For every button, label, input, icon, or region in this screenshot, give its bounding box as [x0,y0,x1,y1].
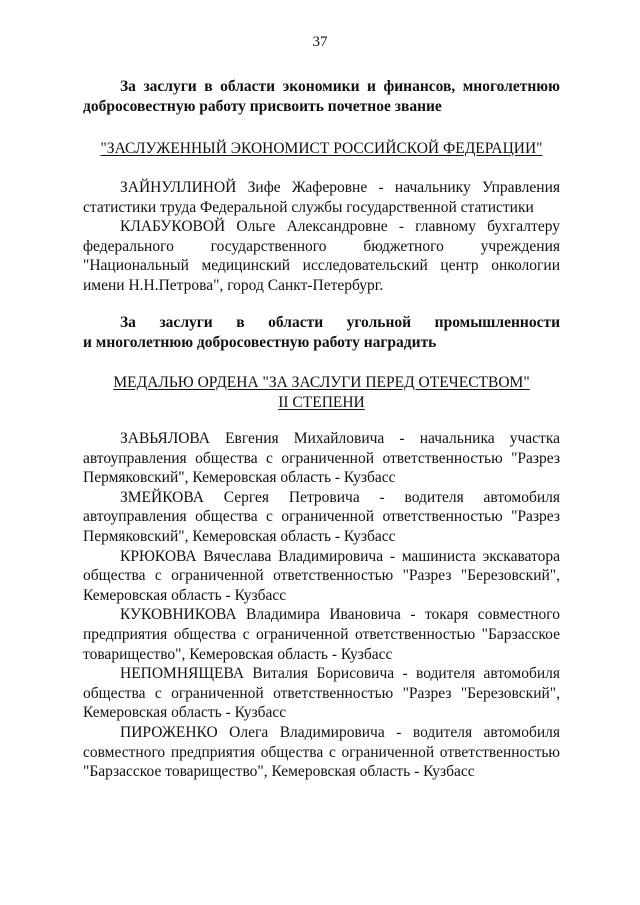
awardee-line: совместного предприятия общества с ограниченной ответственностью [83,743,560,761]
award-title: "ЗАСЛУЖЕННЫЙ ЭКОНОМИСТ РОССИЙСКОЙ ФЕДЕРАЦИИ" [100,140,543,157]
awardee-line: Пермяковский", Кемеровская область - Кузбасс [83,469,396,487]
awardee-entry [83,605,560,664]
awardee-line: ПИРОЖЕНКО Олега Владимировича - водителя автомобиля [120,723,560,741]
awardee-line: статистики труда Федеральной службы государственной статистики [83,198,534,216]
awardee-entry [83,178,560,217]
awardee-line: автоуправления общества с ограниченной ответственностью "Разрез [83,508,560,526]
awardee-line: федерального государственного бюджетного учреждения [83,237,560,255]
awardee-line: автоуправления общества с ограниченной ответственностью "Разрез [83,449,560,467]
awardee-line: ЗАЙНУЛЛИНОЙ Зифе Жаферовне - начальнику Управления [120,179,560,196]
intro-line: добросовестную работу присвоить почетное звание [83,97,442,115]
awardee-line: Кемеровская область - Кузбасс [83,704,287,722]
awardee-entry [83,429,560,488]
section2-awardees [83,429,560,782]
awardee-line: ЗАВЬЯЛОВА Евгения Михайловича - начальника участка [120,430,560,447]
awardee-entry [83,723,560,782]
awardee-line: "Барзасское товарищество", Кемеровская область - Кузбасс [83,763,475,781]
awardee-line: имени Н.Н.Петрова", город Санкт-Петербург. [83,276,384,294]
awardee-line: КЛАБУКОВОЙ Ольге Александровне - главному бухгалтеру [120,218,560,236]
awardee-entry [83,664,560,723]
awardee-line: КУКОВНИКОВА Владимира Ивановича - токаря совместного [120,606,560,624]
award-title-line: II СТЕПЕНИ [278,393,365,411]
section2-intro [83,313,560,352]
awardee-line: предприятия общества с ограниченной ответственностью "Барзасское [83,625,560,643]
intro-line: За заслуги в области экономики и финансов, многолетнюю [120,78,560,95]
section1-intro [83,77,560,116]
awardee-line: ЗМЕЙКОВА Сергея Петровича - водителя автомобиля [120,488,560,506]
awardee-line: Пермяковский", Кемеровская область - Кузбасс [83,527,396,545]
awardee-line: КРЮКОВА Вячеслава Владимировича - машиниста экскаватора [120,547,560,565]
awardee-line: товарищество", Кемеровская область - Кузбасс [83,645,393,663]
awardee-line: НЕПОМНЯЩЕВА Виталия Борисовича - водителя автомобиля [120,665,560,683]
awardee-line: Кемеровская область - Кузбасс [83,586,287,604]
awardee-entry [83,488,560,547]
intro-line: и многолетнюю добросовестную работу наградить [83,333,437,351]
awardee-entry [83,547,560,606]
award-title-line: МЕДАЛЬЮ ОРДЕНА "ЗА ЗАСЛУГИ ПЕРЕД ОТЕЧЕСТВОМ" [113,374,530,391]
awardee-entry [83,217,560,295]
page-number: 37 [312,34,328,50]
section1-awardees [83,178,560,296]
section2-title [83,373,560,412]
intro-line: За заслуги в области угольной промышленности [120,314,560,331]
awardee-line: общества с ограниченной ответственностью "Разрез "Березовский", [83,684,560,702]
section1-title [83,139,560,159]
awardee-line: "Национальный медицинский исследовательский центр онкологии [83,257,560,275]
awardee-line: общества с ограниченной ответственностью "Разрез "Березовский", [83,567,560,585]
